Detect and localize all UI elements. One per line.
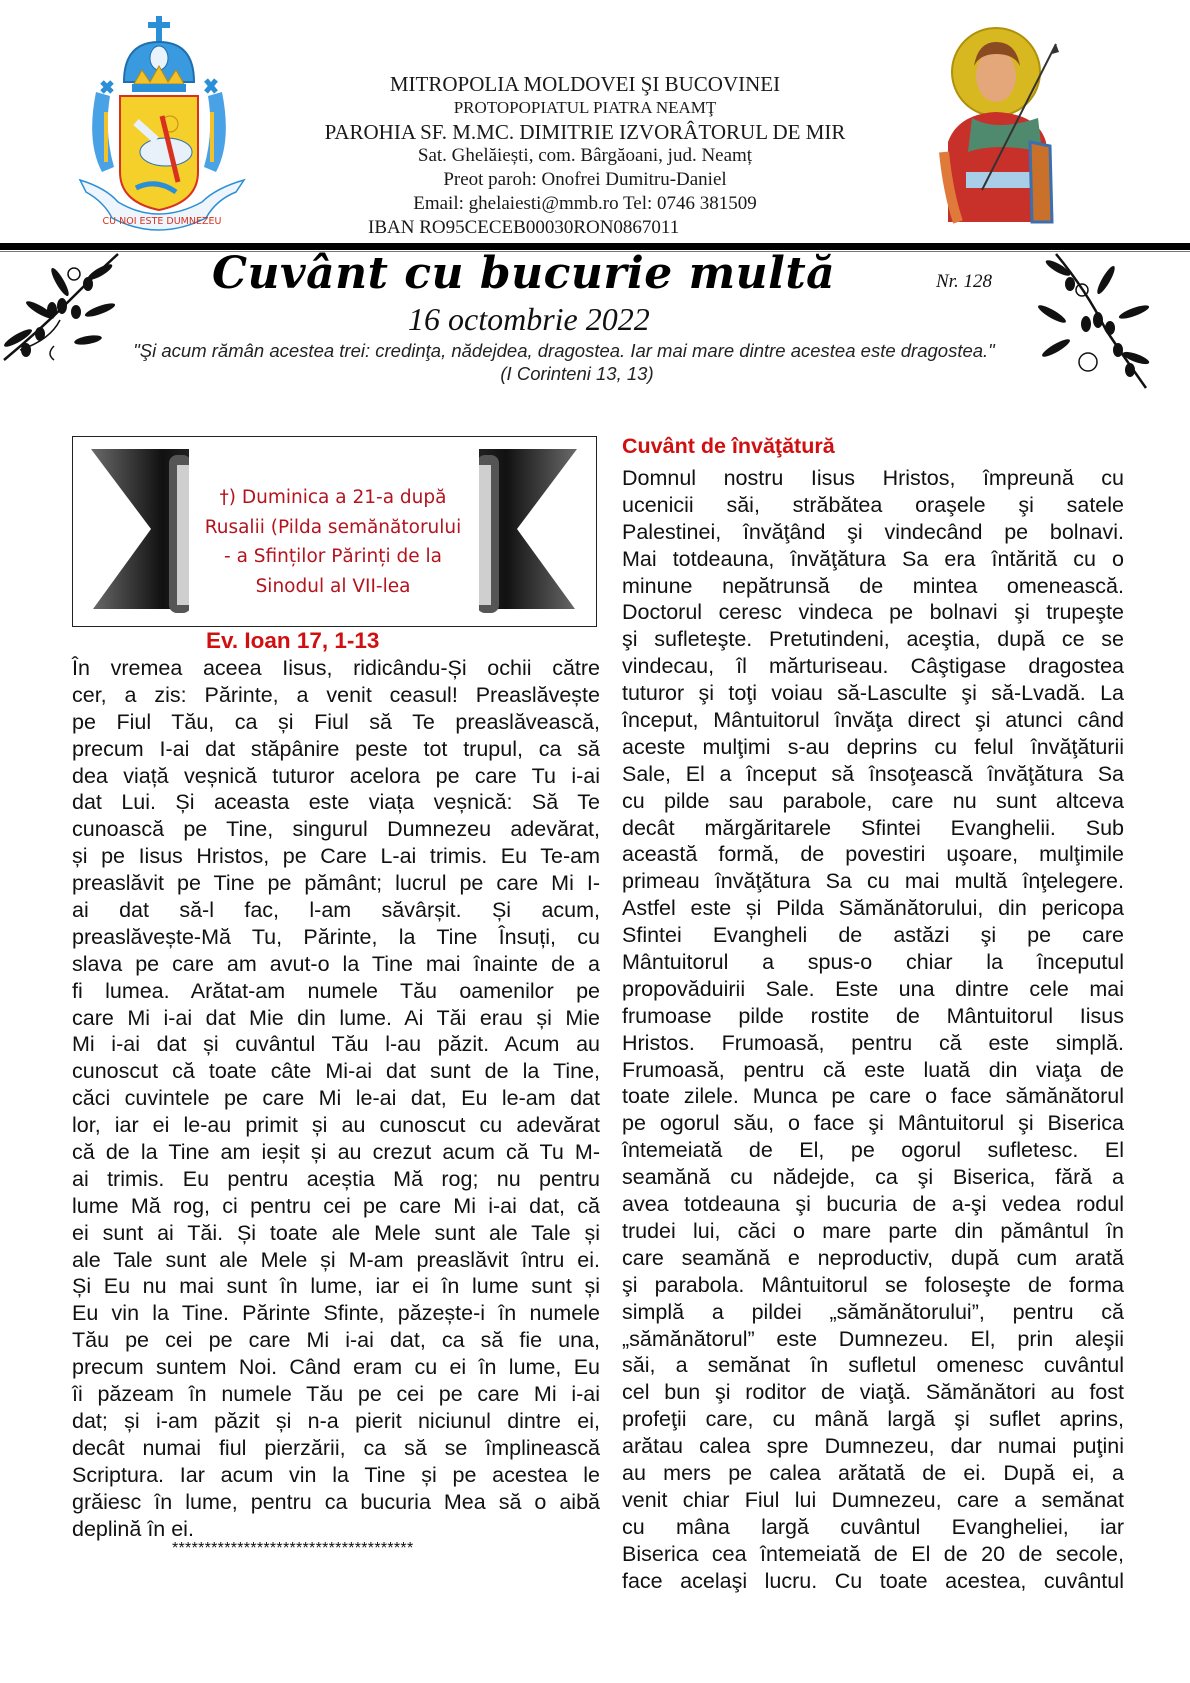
text-line: precum suntem Noi. Când eram cu ei în lume, Eu [72, 1355, 600, 1380]
text-line: fi lumea. Arătat-am numele Tău oamenilor pe [72, 978, 600, 1003]
text-line: au mers pe calea arătată de ei. După ei, a [622, 1460, 1124, 1485]
text-line: Scriptura. Iar acum vin la Tine și pe acestea le [72, 1462, 600, 1487]
text-line: ei sunt ai Tăi. Și toate ale Mele sunt ale Tale și [72, 1220, 600, 1245]
text-line: Astfel este și Pilda Sămănătorului, din pericopa [622, 896, 1124, 921]
text-line: slava pe care am avut-o la Tine mai înainte de a [72, 951, 600, 976]
text-line: grăiesc în lume, pentru ca bucuria Mea să o aibă [72, 1489, 600, 1514]
text-line: preaslăvește-Mă Tu, Părinte, la Tine Însuți, cu [72, 924, 600, 949]
text-line: ai dat să-l fac, l-am săvârșit. Și acum, [72, 898, 600, 923]
text-line: Mi i-ai dat și cuvântul Tău l-au păzit. Acum au [72, 1032, 600, 1057]
text-line: minune nepătrunsă de mintea omenească. [622, 573, 1124, 598]
text-line: Eu vin la Tine. Părinte Sfinte, păzește-i în numele [72, 1301, 600, 1326]
newsletter-title: Cuvânt cu bucurie multă [212, 248, 836, 299]
text-line: întemeiată de El, pe ogorul sufletesc. El [622, 1138, 1124, 1163]
text-line: Hristos. Frumoasă, pentru că este simplă. [622, 1030, 1124, 1055]
text-line: avea totdeauna şi bucuria de a-şi vedea rodul [622, 1192, 1124, 1217]
header-parish: PAROHIA SF. M.MC. DIMITRIE IZVORÂTORUL DE MIR [324, 120, 846, 144]
text-line: vindecau, îl mărturiseau. Câştigase dragostea [622, 654, 1124, 679]
text-line: ucenicii săi, străbătea oraşele şi satele [622, 492, 1124, 517]
text-line: Domnul nostru Iisus Hristos, împreună cu [622, 466, 1124, 490]
olive-branch-right-icon [1036, 250, 1161, 390]
text-line: Biserica cea întemeiată de El de 20 de secole, [622, 1541, 1124, 1566]
header-address: Sat. Ghelăiești, com. Bârgăoani, jud. Neamț [417, 145, 753, 166]
feast-title-line: Rusalii (Pilda semănătorului [204, 516, 462, 538]
text-line: arătau calea spre Dumnezeu, dar numai puţini [622, 1434, 1124, 1459]
text-line: toate zilele. Munca pe care o face sămănătorul [622, 1084, 1124, 1109]
feast-title-line: Sinodul al VII-lea [255, 575, 411, 597]
crest-motto: CU NOI ESTE DUMNEZEU [102, 216, 222, 227]
text-line: deplină în ei. [72, 1516, 194, 1541]
text-line: simplă a pildei „sămănătorului”, pentru că [622, 1299, 1124, 1324]
motto-reference: (I Corinteni 13, 13) [500, 363, 654, 384]
text-line: dat Lui. Și aceasta este viața veșnică: Să Te [72, 790, 600, 815]
motto-quote [124, 339, 1004, 385]
saint-dimitrie-icon [938, 22, 1060, 234]
coat-of-arms-icon [66, 12, 258, 237]
text-line: și pe Iisus Hristos, pe Care L-ai trimis. Eu Te-am [72, 844, 600, 869]
text-line: pe ogorul său, o face şi Mântuitorul şi Biserica [622, 1111, 1124, 1136]
header-metropolis: MITROPOLIA MOLDOVEI ŞI BUCOVINEI [389, 72, 781, 96]
feast-banner [72, 436, 597, 627]
text-line: Mai totdeauna, învăţătura Sa era întărită cu o [622, 546, 1124, 571]
text-line: Și Eu nu mai sunt în lume, iar ei în lume sunt și [72, 1274, 600, 1299]
text-line: În vremea aceea Iisus, ridicându-Și ochii către [72, 656, 600, 680]
text-line: Frumoasă, pentru că este luată din viaţa de [622, 1057, 1124, 1082]
text-line: decât mărgăritarele Sfintei Evanghelii. Sub [622, 815, 1124, 840]
text-line: venit chiar Fiul lui Dumnezeu, care a semănat [622, 1487, 1124, 1512]
text-line: Palestinei, învăţând şi vindecând pe bolnavi. [622, 519, 1124, 544]
text-line: dat; și i-am păzit și n-a pierit niciunul dintre ei, [72, 1408, 600, 1433]
motto-text: "Şi acum rămân acestea trei: credinţa, nădejdea, dragostea. Iar mai mare dintre acestea este dragostea." [133, 340, 995, 361]
header-protopopiat: PROTOPOPIATUL PIATRA NEAMŢ [453, 98, 717, 117]
text-line: lume Mă rog, ci pentru cei pe care Mi i-ai dat, că [72, 1193, 600, 1218]
text-line: Doctorul ceresc vindeca pe bolnavi şi trupeşte [622, 600, 1124, 625]
header-iban: IBAN RO95CECEB00030RON0867011 [368, 217, 680, 238]
text-line: această formă, de povestiri uşoare, mulţimile [622, 842, 1124, 867]
text-line: aceste mulţimi s-au deprins cu felul învăţăturii [622, 734, 1124, 759]
feast-title [183, 483, 483, 601]
text-line: Mântuitorul a spus-o chiar la începutul [622, 950, 1124, 975]
text-line: cer, a zis: Părinte, a venit ceasul! Preaslăvește [72, 682, 600, 707]
text-line: Sfintei Evangheli de astăzi şi pe care [622, 923, 1124, 948]
text-line: ai trimis. Eu pentru aceștia Mă rog; nu pentru [72, 1166, 600, 1191]
text-line: Tău pe cei pe care Mi i-ai dat, ca să fie una, [72, 1328, 600, 1353]
text-line: şi parabola. Mântuitorul se foloseşte de forma [622, 1272, 1124, 1297]
text-line: preaslăvit pe Tine pe pământ; lucrul pe care Mi I- [72, 871, 600, 896]
text-line: lor, iar ei le-au primit și au cunoscut cu adevărat [72, 1113, 600, 1138]
text-line: profeţii care, cu mână largă şi suflet aprins, [622, 1407, 1124, 1432]
text-line: săi, a semănat în sufletul omenesc cuvântul [622, 1353, 1124, 1378]
text-line: pe Fiul Tău, ca și Fiul să Te preaslăvească, [72, 709, 600, 734]
text-line: face acelaşi lucru. Cu toate acestea, cuvântul [622, 1568, 1124, 1593]
text-line: seamănă cu nădejde, ca şi Biserica, fără a [622, 1165, 1124, 1190]
parish-header [300, 72, 870, 240]
text-line: care Mi i-ai dat Mie din lume. Ai Tăi erau și Mie [72, 1005, 600, 1030]
text-line: precum I-ai dat stăpânire peste tot trupul, ca să [72, 736, 600, 761]
text-line: propovăduirii Sale. Este una dintre cele mai [622, 976, 1124, 1001]
text-line: îi păzeam în numele Tău pe cei pe care Mi i-ai [72, 1382, 600, 1407]
text-line: cel bun şi roditor de viaţă. Sămănători au fost [622, 1380, 1124, 1405]
header-priest: Preot paroh: Onofrei Dumitru-Daniel [443, 169, 727, 190]
text-line: început, Mântuitorul învăţa direct şi atunci când [622, 708, 1124, 733]
section-separator: ************************************* [172, 1540, 414, 1557]
text-line: frumoase pilde rostite de Mântuitorul Iisus [622, 1003, 1124, 1028]
text-line: care seamănă e neproductiv, după cum arată [622, 1245, 1124, 1270]
text-line: cunoască pe Tine, singurul Dumnezeu adevărat, [72, 817, 600, 842]
text-line: cu pilde sau parabole, care nu sunt altceva [622, 788, 1124, 813]
text-line: cunoscut că toate câte Mi-ai dat sunt de la Tine, [72, 1059, 600, 1084]
issue-number: Nr. 128 [936, 271, 992, 292]
text-line: Sale, El a început să însoţească învăţătura Sa [622, 761, 1124, 786]
text-line: căci cuvintele pe care Mi le-ai dat, Eu le-am dat [72, 1086, 600, 1111]
issue-date: 16 octombrie 2022 [408, 301, 650, 337]
text-line: tuturor şi toţi voiau să-Lasculte şi să-Lvadă. La [622, 681, 1124, 706]
text-line: decât numai fiul pierzării, ca să se împlinească [72, 1435, 600, 1460]
olive-branch-left-icon [0, 250, 135, 368]
text-line: trudei lui, căci o mare parte din pământul în [622, 1218, 1124, 1243]
text-line: „sămănătorul” este Dumnezeu. El, prin aleşii [622, 1326, 1124, 1351]
header-contact: Email: ghelaiesti@mmb.ro Tel: 0746 381509 [413, 193, 757, 214]
text-line: primeau învăţătura Sa cu mai multă înţelegere. [622, 869, 1124, 894]
text-line: că de la Tine am ieșit și au crezut acum că Tu M- [72, 1140, 600, 1165]
gospel-text [72, 655, 600, 1542]
gospel-reference: Ev. Ioan 17, 1-13 [206, 628, 380, 653]
text-line: cu mâna largă cuvântul Evangheliei, iar [622, 1514, 1124, 1539]
sermon-text [622, 465, 1124, 1594]
text-line: ale Tale sunt ale Mele și M-am preaslăvit întru ei. [72, 1247, 600, 1272]
text-line: şi sufleteşte. Pretutindeni, aceştia, după ce se [622, 627, 1124, 652]
sermon-title: Cuvânt de învăţătură [622, 434, 835, 458]
text-line: dea viață veșnică tuturor acelora pe care Tu i-ai [72, 763, 600, 788]
feast-title-line: †) Duminica a 21-a după [219, 487, 447, 508]
feast-title-line: - a Sfinților Părinți de la [224, 546, 442, 567]
